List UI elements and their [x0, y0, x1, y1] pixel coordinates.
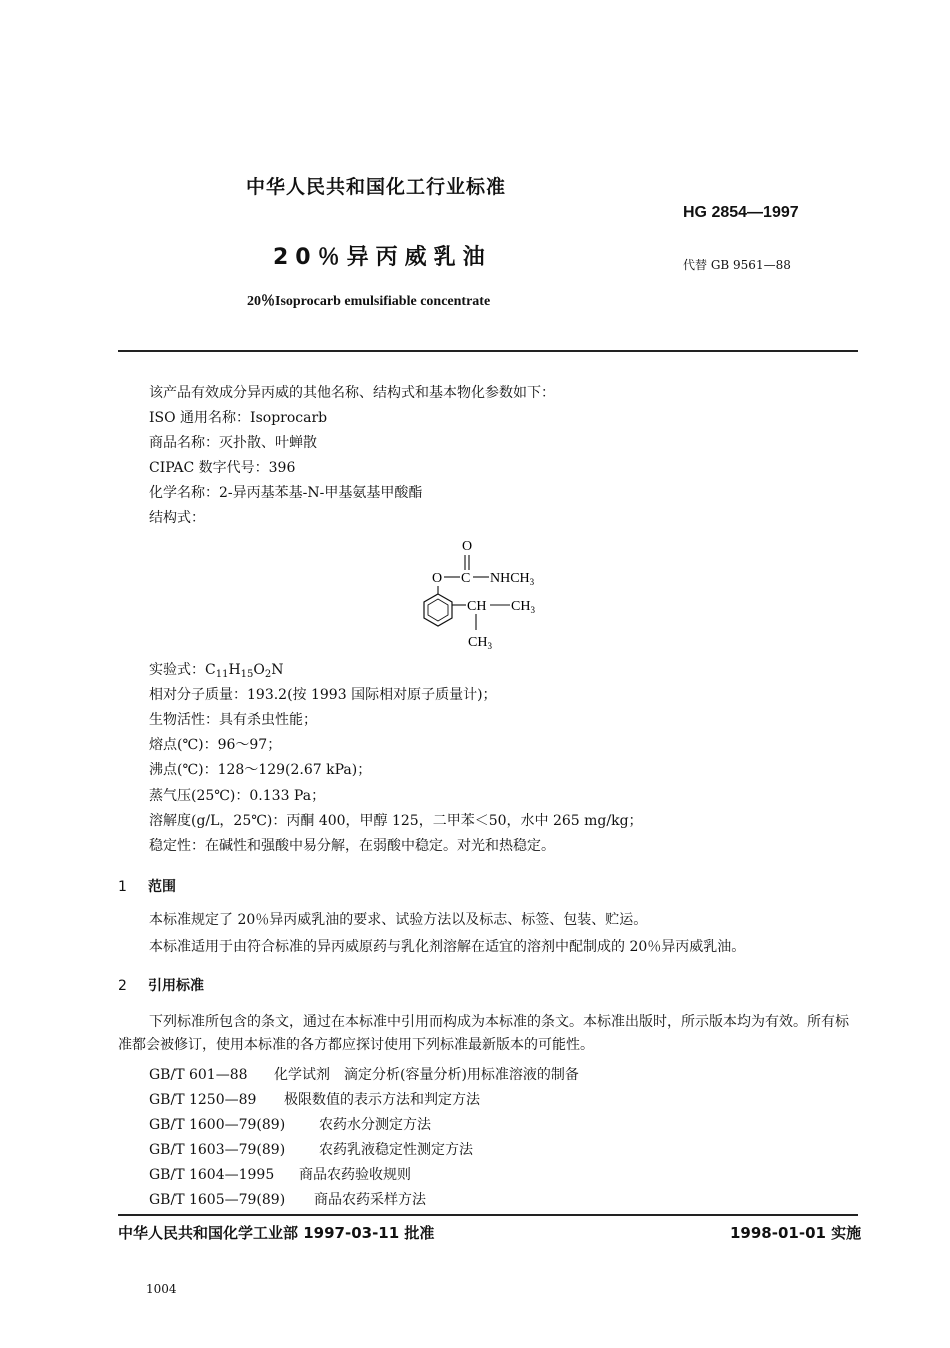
melting-point: 熔点(℃)：96～97； [149, 737, 282, 753]
header-divider [118, 350, 858, 352]
subscript: 3 [487, 641, 492, 651]
iso-common-name: ISO 通用名称：Isoprocarb [149, 410, 328, 426]
approval-statement: 中华人民共和国化学工业部 1997-03-11 批准 [118, 1224, 435, 1242]
methyl-group-bottom: CH [468, 635, 488, 650]
methyl-group: CH [511, 599, 531, 614]
english-title: 20％Isoprocarb emulsifiable concentrate [247, 294, 491, 309]
subscript: 3 [529, 577, 535, 587]
bioactivity: 生物活性：具有杀虫性能； [149, 712, 317, 728]
trade-names: 商品名称：灭扑散、叶蝉散 [149, 435, 317, 451]
svg-text:NHCH3 [490, 571, 535, 587]
reference-item: GB/T 1250—89 极限数值的表示方法和判定方法 [149, 1092, 480, 1108]
solubility: 溶解度(g/L，25℃)：丙酮 400，甲醇 125，二甲苯＜50，水中 265 mg/kg； [149, 813, 643, 829]
section-heading-references: 2 引用标准 [118, 978, 204, 994]
stability: 稳定性：在碱性和强酸中易分解，在弱酸中稳定。对光和热稳定。 [149, 838, 555, 854]
reference-item: GB/T 1603—79(89) 农药乳液稳定性测定方法 [149, 1142, 473, 1158]
benzene-inner-ring [428, 599, 448, 621]
section-heading-scope: 1 范围 [118, 879, 176, 895]
standard-code: HG 2854—1997 [683, 204, 799, 221]
issuing-body-title: 中华人民共和国化工行业标准 [246, 176, 507, 198]
reference-item: GB/T 1600—79(89) 农药水分测定方法 [149, 1117, 431, 1133]
footer-divider [118, 1214, 858, 1216]
ester-oxygen: O [432, 571, 443, 586]
effective-date: 1998-01-01 实施 [730, 1224, 862, 1242]
reference-item: GB/T 1604—1995 商品农药验收规则 [149, 1167, 411, 1183]
references-paragraph: 下列标准所包含的条文，通过在本标准中引用而构成为本标准的条文。本标准出版时，所示版本均为有效。所有标准都会被修订，使用本标准的各方都应探讨使用下列标准最新版本的可能性。 [118, 1014, 849, 1053]
intro-line: 该产品有效成分异丙威的其他名称、结构式和基本物化参数如下： [149, 385, 555, 401]
replaces-standard: 代替 GB 9561—88 [683, 258, 791, 272]
boiling-point: 沸点(℃)：128～129(2.67 kPa)； [149, 762, 372, 778]
reference-item: GB/T 601—88 化学试剂 滴定分析(容量分析)用标准溶液的制备 [149, 1067, 579, 1083]
vapor-pressure: 蒸气压(25℃)：0.133 Pa； [149, 788, 326, 804]
svg-text:CH3 [468, 635, 492, 651]
carbon-atom: C [461, 571, 471, 586]
reference-item: GB/T 1605—79(89) 商品农药采样方法 [149, 1192, 426, 1208]
structural-formula [420, 530, 570, 655]
molecular-mass: 相对分子质量：193.2(按 1993 国际相对原子质量计)； [149, 687, 497, 703]
ch-group: CH [467, 599, 487, 614]
subscript: 3 [530, 605, 535, 615]
page-number: 1004 [146, 1282, 177, 1296]
structure-label: 结构式： [149, 510, 205, 526]
carbonyl-oxygen: O [462, 539, 473, 554]
cipac-code: CIPAC 数字代号：396 [149, 460, 296, 476]
nhch3-group: NHCH [490, 571, 530, 586]
document-title: 20％异丙威乳油 [273, 245, 492, 270]
scope-paragraph: 本标准规定了 20％异丙威乳油的要求、试验方法以及标志、标签、包装、贮运。 [149, 912, 648, 928]
scope-paragraph: 本标准适用于由符合标准的异丙威原药与乳化剂溶解在适宜的溶剂中配制成的 20％异丙威乳油。 [149, 939, 746, 955]
empirical-formula: 实验式：$C_{11}H_{15}O_2N$ [149, 662, 284, 680]
chemical-name: 化学名称：2-异丙基苯基-N-甲基氨基甲酸酯 [149, 485, 423, 501]
svg-text:CH3 [511, 599, 535, 615]
